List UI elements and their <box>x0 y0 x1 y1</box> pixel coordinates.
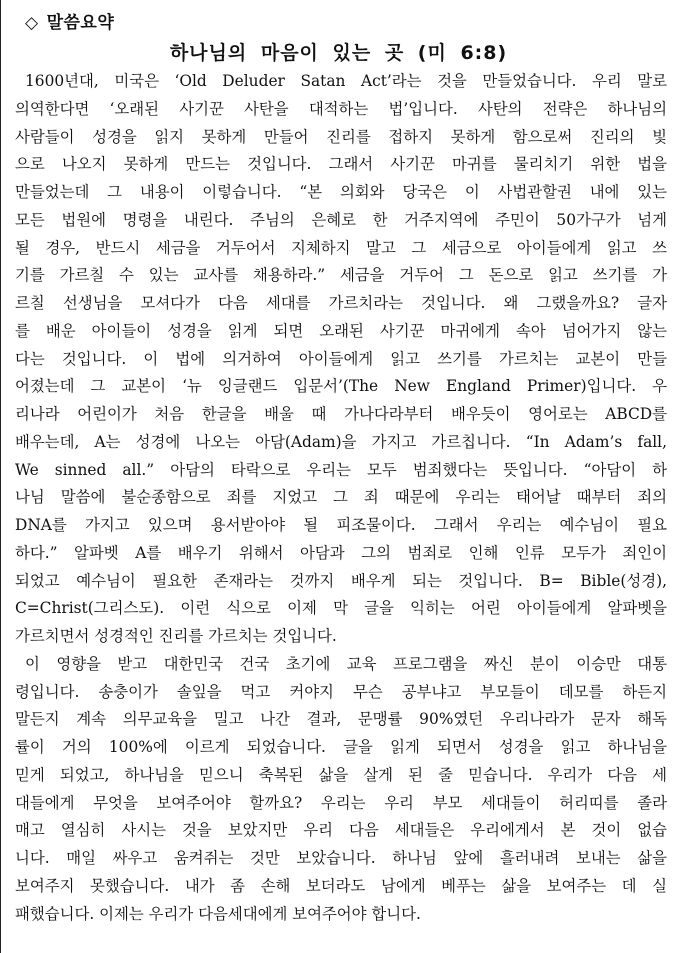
body-line: 이 영향을 받고 대한민국 건국 초기에 교육 프로그램을 짜신 분이 이승만 대통 <box>25 654 667 673</box>
body-line: 르칠 선생님을 모셔다가 다음 세대를 가르치라는 것입니다. 왜 그랬을까요? 글자 <box>15 294 667 312</box>
body-line: C=Christ(그리스도). 이런 식으로 이제 막 글을 익히는 어린 아이들에게 알파벳을 <box>15 599 667 618</box>
body-line: 되었고 예수님이 필요한 존재라는 것까지 배우게 되는 것입니다. B= Bible(성경), <box>15 571 667 590</box>
section-header <box>25 8 114 33</box>
body-line: 매고 열심히 사시는 것을 보았지만 우리 다음 세대들은 우리에게서 본 것이 없습 <box>15 821 667 840</box>
body-line: 배우는데, A는 성경에 나오는 아담(Adam)을 가지고 가르칩니다. “In Adam’s fall, <box>15 432 667 451</box>
diamond-icon: ◇ <box>25 13 39 33</box>
body-line: 사람들이 성경을 읽지 못하게 만들어 진리를 접하지 못하게 함으로써 진리의 빛 <box>15 127 667 146</box>
body-line: 하다.” 알파벳 A를 배우기 위해서 아담과 그의 범죄로 인해 인류 모두가 죄인이 <box>15 543 667 562</box>
body-line: 가르치면서 성경적인 진리를 가르치는 것입니다. <box>15 627 337 645</box>
body-line: 말든지 계속 의무교육을 밀고 나간 결과, 문맹률 90%였던 우리나라가 문자 해독 <box>15 710 667 729</box>
body-line: 믿게 되었고, 하나님을 믿으니 축복된 삶을 살게 된 줄 믿습니다. 우리가 다음 세 <box>15 765 667 784</box>
section-label: 말씀요약 <box>46 13 115 33</box>
body-line: 률이 거의 100%에 이르게 되었습니다. 글을 읽게 되면서 성경을 읽고 하나님을 <box>15 738 667 756</box>
body-line: 의역한다면 ‘오래된 사기꾼 사탄을 대적하는 법’입니다. 사탄의 전략은 하나님의 <box>15 99 667 118</box>
body-line: 대들에게 무엇을 보여주어야 할까요? 우리는 우리 부모 세대들이 허리띠를 졸라 <box>15 793 667 812</box>
body-line: 어졌는데 그 교본이 ‘뉴 잉글랜드 입문서’(The New England Primer)입니다. 우 <box>15 377 667 396</box>
body-line: 다는 것입니다. 이 법에 의거하여 아이들에게 읽고 쓰기를 가르치는 교본이 만들 <box>15 349 667 368</box>
body-line: We sinned all.” 아담의 타락으로 우리는 모두 범죄했다는 뜻입니다. “아담이 하 <box>15 460 667 479</box>
body-line: DNA를 가지고 있으며 용서받아야 될 피조물이다. 그래서 우리는 예수님이 필요 <box>15 516 667 534</box>
body-line: 를 배운 아이들이 성경을 읽게 되면 오래된 사기꾼 마귀에게 속아 넘어가지 않는 <box>15 321 667 340</box>
sermon-body <box>15 68 667 928</box>
body-line: 나님 말씀에 불순종함으로 죄를 지었고 그 죄 때문에 우리는 태어날 때부터 죄의 <box>15 488 667 507</box>
body-line: 니다. 매일 싸우고 움켜쥐는 것만 보았습니다. 하나님 앞에 흘러내려 보내는 삶을 <box>15 849 667 867</box>
body-line: 될 경우, 반드시 세금을 거두어서 지체하지 말고 그 세금으로 아이들에게 읽고 쓰 <box>15 238 667 257</box>
body-line: 으로 나오지 못하게 만드는 것입니다. 그래서 사기꾼 마귀를 물리치기 위한 법을 <box>15 155 667 174</box>
body-line: 만들었는데 그 내용이 이렇습니다. “본 의회와 당국은 이 사법관할권 내에 있는 <box>15 183 667 201</box>
body-line: 보여주지 못했습니다. 내가 좀 손해 보더라도 남에게 베푸는 삶을 보여주는 데 실 <box>15 876 667 895</box>
body-line: 패했습니다. 이제는 우리가 다음세대에게 보여주어야 합니다. <box>15 904 421 923</box>
body-line: 리나라 어린이가 처음 한글을 배울 때 가나다라부터 배우듯이 영어로는 ABCD를 <box>15 405 667 423</box>
sermon-title: 하나님의 마음이 있는 곳 (미 6:8) <box>169 42 508 64</box>
body-line: 령입니다. 송충이가 솔잎을 먹고 커야지 무슨 공부냐고 부모들이 데모를 하든지 <box>15 682 667 701</box>
body-line: 1600년대, 미국은 ‘Old Deluder Satan Act’라는 것을 만들었습니다. 우리 말로 <box>25 72 667 90</box>
body-line: 모든 법원에 명령을 내린다. 주님의 은혜로 한 거주지역에 주민이 50가구가 넘게 <box>15 210 667 229</box>
body-line: 기를 가르칠 수 있는 교사를 채용하라.” 세금을 거두어 그 돈으로 읽고 쓰기를 가 <box>15 266 667 285</box>
